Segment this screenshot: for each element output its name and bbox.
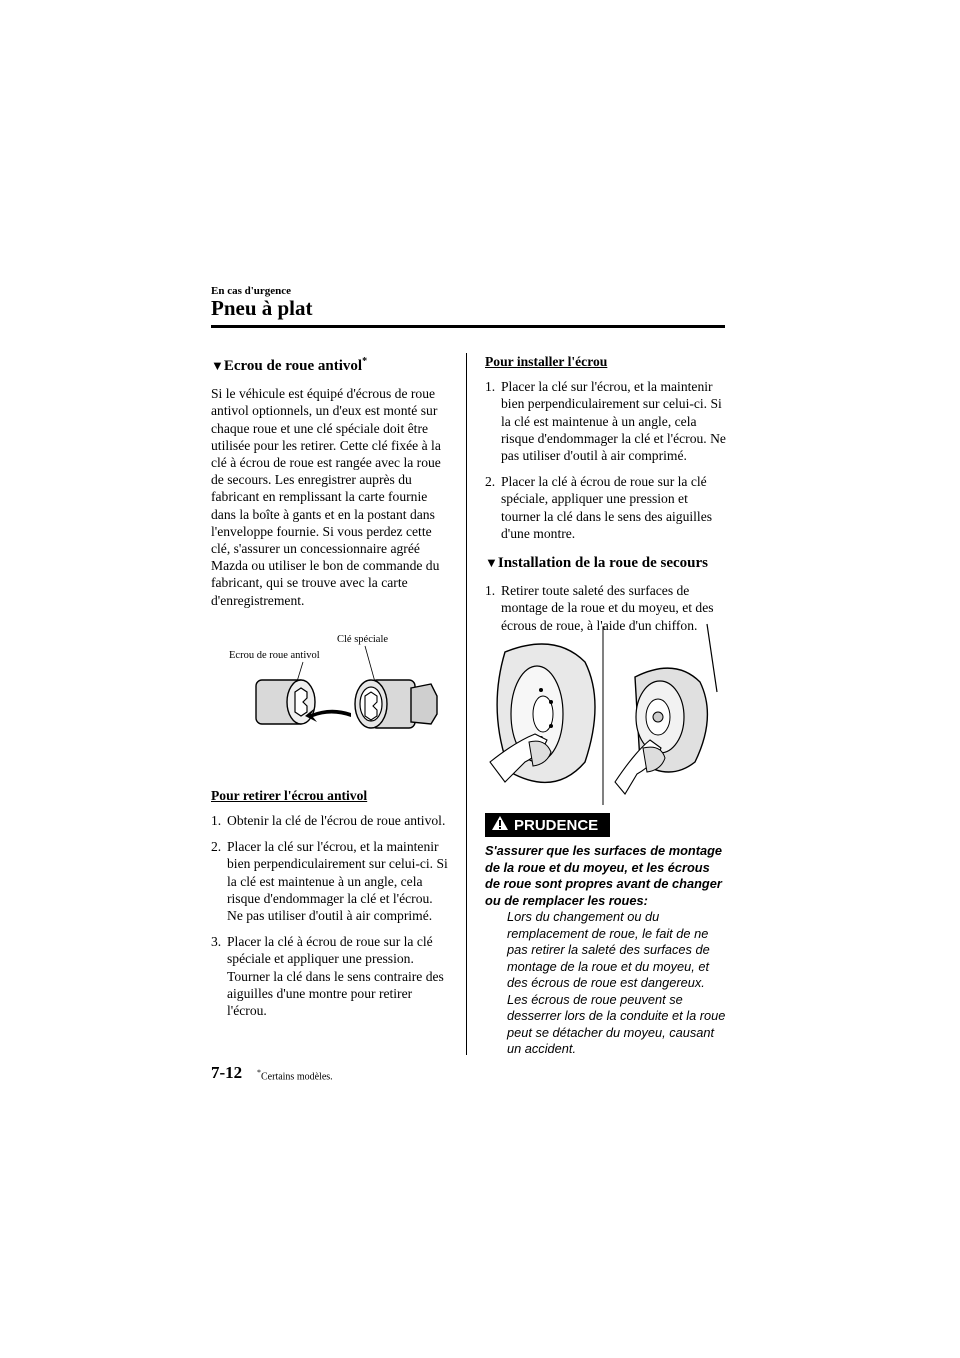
- list-item: 1. Retirer toute saleté des surfaces de montage de la roue et du moyeu, et des écrous de roue, à l'aide d'un chiffon.: [485, 583, 714, 633]
- remove-steps: [211, 812, 451, 1019]
- title-rule: [211, 325, 725, 328]
- caution-block: [485, 813, 727, 1058]
- lock-nut-figure: [211, 618, 451, 753]
- list-item: 3. Placer la clé à écrou de roue sur la clé spéciale et appliquer une pression. Tourner la clé dans le sens contraire des aiguilles d'une montre pour retirer l'écrou.: [211, 934, 444, 1019]
- caution-label: PRUDENCE: [485, 813, 610, 837]
- remove-heading: Pour retirer l'écrou antivol: [211, 787, 368, 803]
- section-heading-antitheft: [211, 353, 451, 375]
- warning-icon: [491, 815, 509, 835]
- install-heading: Pour installer l'écrou: [485, 354, 608, 369]
- label-key: Clé spéciale: [337, 634, 389, 645]
- label-nut: Ecrou de roue antivol: [229, 650, 320, 661]
- section-heading-text: Ecrou de roue antivol: [223, 358, 363, 374]
- page-number: 7-12: [211, 1063, 243, 1082]
- list-item: 1. Placer la clé sur l'écrou, et la maintenir bien perpendiculairement sur celui-ci. Si la clé est maintenue à un angle, cela risque d'endommager la clé et l'écrou. Ne pas utiliser d'outil à air comprimé.: [485, 379, 726, 464]
- chapter-label: En cas d'urgence: [211, 285, 292, 297]
- install-steps: [485, 378, 727, 542]
- cleaning-illustration: [485, 622, 727, 805]
- list-item: 1. Obtenir la clé de l'écrou de roue antivol.: [211, 813, 446, 829]
- section-heading-text: Installation de la roue de secours: [497, 555, 709, 572]
- section-heading-spare: [485, 554, 727, 572]
- list-item: 2. Placer la clé sur l'écrou, et la maintenir bien perpendiculairement sur celui-ci. Si la clé est maintenue à un angle, cela risque d'endommager la clé et l'écrou. Ne pas utiliser d'outil à air comprimé.: [211, 839, 448, 924]
- special-key-icon: [355, 680, 437, 728]
- page-title: Pneu à plat: [211, 296, 313, 320]
- footer-note: *Certains modèles.: [257, 1068, 333, 1083]
- lock-nut-icon: [256, 680, 315, 724]
- intro-paragraph: Si le véhicule est équipé d'écrous de roue antivol optionnels, un d'eux est monté sur chaque roue et une clé spéciale doit être utilisée pour les retirer. Cette clé fixée à la clé à écrou de roue est rangée avec la roue de secours. Les enregistrer auprès du fabricant en remplissant la carte fournie dans la boîte à gants et en la postant dans l'enveloppe fournie. Si vous perdez cette clé, s'assurer un concessionnaire agréé Mazda ou utiliser le bon de commande du fabricant, qui se trouve avec la carte d'enregistrement.: [211, 386, 441, 608]
- lock-nut-illustration: [211, 618, 451, 753]
- triangle-marker-icon: ▼: [485, 555, 498, 571]
- column-divider: [466, 353, 467, 1055]
- caution-body: Lors du changement ou du remplacement de roue, le fait de ne pas retirer la saleté des surfaces de montage de la roue et du moyeu, et des écrous de roue est dangereux. Les écrous de roue peuvent se desserrer lors de la conduite et la roue peut se détacher du moyeu, causant un accident.: [507, 909, 726, 1056]
- cleaning-figure: [485, 622, 727, 805]
- list-item: 2. Placer la clé à écrou de roue sur la clé spéciale, appliquer une pression et tourner la clé dans le sens des aiguilles d'une montre.: [485, 474, 713, 541]
- right-column: [485, 353, 727, 643]
- caution-lead: S'assurer que les surfaces de montage de la roue et du moyeu, et les écrous de roue sont propres avant de changer ou de remplacer les roues:: [485, 843, 723, 908]
- triangle-marker-icon: ▼: [211, 358, 224, 373]
- optional-star: *: [362, 356, 368, 367]
